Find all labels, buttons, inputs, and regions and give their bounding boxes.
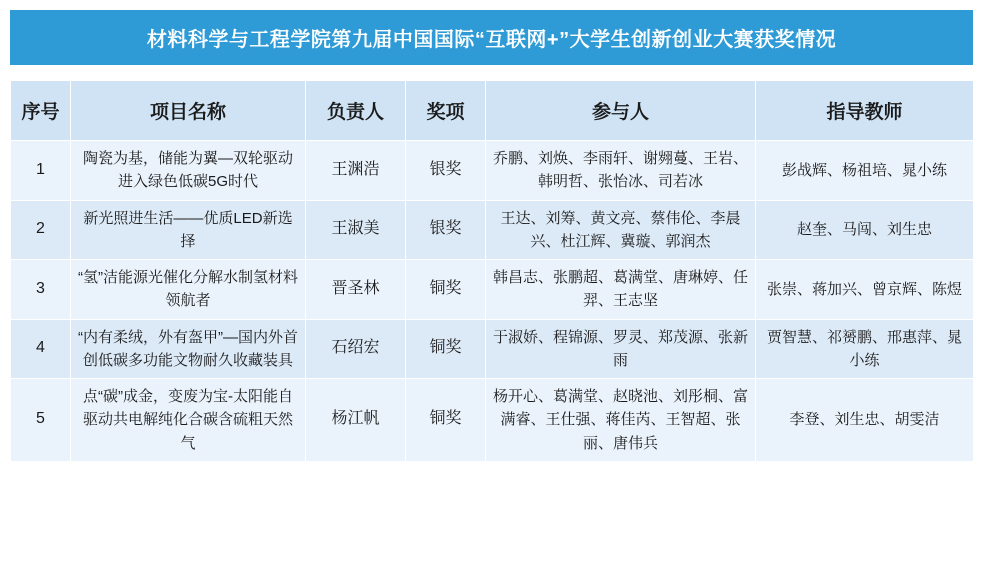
cell-members: 于淑娇、程锦源、罗灵、郑茂源、张新雨 [486, 319, 756, 379]
cell-leader: 王淑美 [306, 200, 406, 260]
cell-prize: 铜奖 [406, 379, 486, 462]
cell-teachers: 赵奎、马闯、刘生忠 [756, 200, 974, 260]
cell-prize: 银奖 [406, 141, 486, 201]
cell-leader: 杨江帆 [306, 379, 406, 462]
cell-index: 3 [11, 260, 71, 320]
cell-project: 陶瓷为基，储能为翼—双轮驱动进入绿色低碳5G时代 [71, 141, 306, 201]
page-title: 材料科学与工程学院第九届中国国际“互联网+”大学生创新创业大赛获奖情况 [146, 29, 837, 51]
cell-project: “内有柔绒，外有盔甲”—国内外首创低碳多功能文物耐久收藏装具 [71, 319, 306, 379]
cell-index: 5 [11, 379, 71, 462]
table-row [11, 141, 974, 201]
cell-teachers: 张崇、蒋加兴、曾京辉、陈煜 [756, 260, 974, 320]
cell-index: 4 [11, 319, 71, 379]
cell-teachers: 彭战辉、杨祖培、晁小练 [756, 141, 974, 201]
table-row [11, 379, 974, 462]
page-title-bar [10, 10, 973, 65]
cell-teachers: 贾智慧、祁赟鹏、邢惠萍、晁小练 [756, 319, 974, 379]
table-row [11, 319, 974, 379]
column-header-teachers: 指导教师 [756, 81, 974, 141]
cell-leader: 石绍宏 [306, 319, 406, 379]
column-header-index: 序号 [11, 81, 71, 141]
cell-prize: 铜奖 [406, 319, 486, 379]
cell-members: 杨开心、葛满堂、赵晓池、刘彤桐、富满睿、王仕强、蒋佳芮、王智超、张丽、唐伟兵 [486, 379, 756, 462]
column-header-prize: 奖项 [406, 81, 486, 141]
table-body [11, 141, 974, 462]
cell-members: 韩昌志、张鹏超、葛满堂、唐琳婷、任羿、王志坚 [486, 260, 756, 320]
table-header [11, 81, 974, 141]
column-header-members: 参与人 [486, 81, 756, 141]
cell-prize: 铜奖 [406, 260, 486, 320]
table-row [11, 260, 974, 320]
cell-leader: 晋圣林 [306, 260, 406, 320]
award-table [10, 80, 974, 462]
cell-teachers: 李登、刘生忠、胡雯洁 [756, 379, 974, 462]
cell-project: 点“碳”成金，变废为宝-太阳能自驱动共电解纯化合碳含硫粗天然气 [71, 379, 306, 462]
column-header-project: 项目名称 [71, 81, 306, 141]
cell-prize: 银奖 [406, 200, 486, 260]
cell-members: 王达、刘筹、黄文亮、蔡伟伦、李晨兴、杜江辉、冀璇、郭润杰 [486, 200, 756, 260]
cell-index: 1 [11, 141, 71, 201]
column-header-leader: 负责人 [306, 81, 406, 141]
cell-members: 乔鹏、刘焕、李雨轩、谢翙蔓、王岩、韩明哲、张怡冰、司若冰 [486, 141, 756, 201]
cell-leader: 王渊浩 [306, 141, 406, 201]
table-header-row [11, 81, 974, 141]
cell-index: 2 [11, 200, 71, 260]
table-row [11, 200, 974, 260]
cell-project: “氢”洁能源光催化分解水制氢材料领航者 [71, 260, 306, 320]
cell-project: 新光照进生活——优质LED新选择 [71, 200, 306, 260]
